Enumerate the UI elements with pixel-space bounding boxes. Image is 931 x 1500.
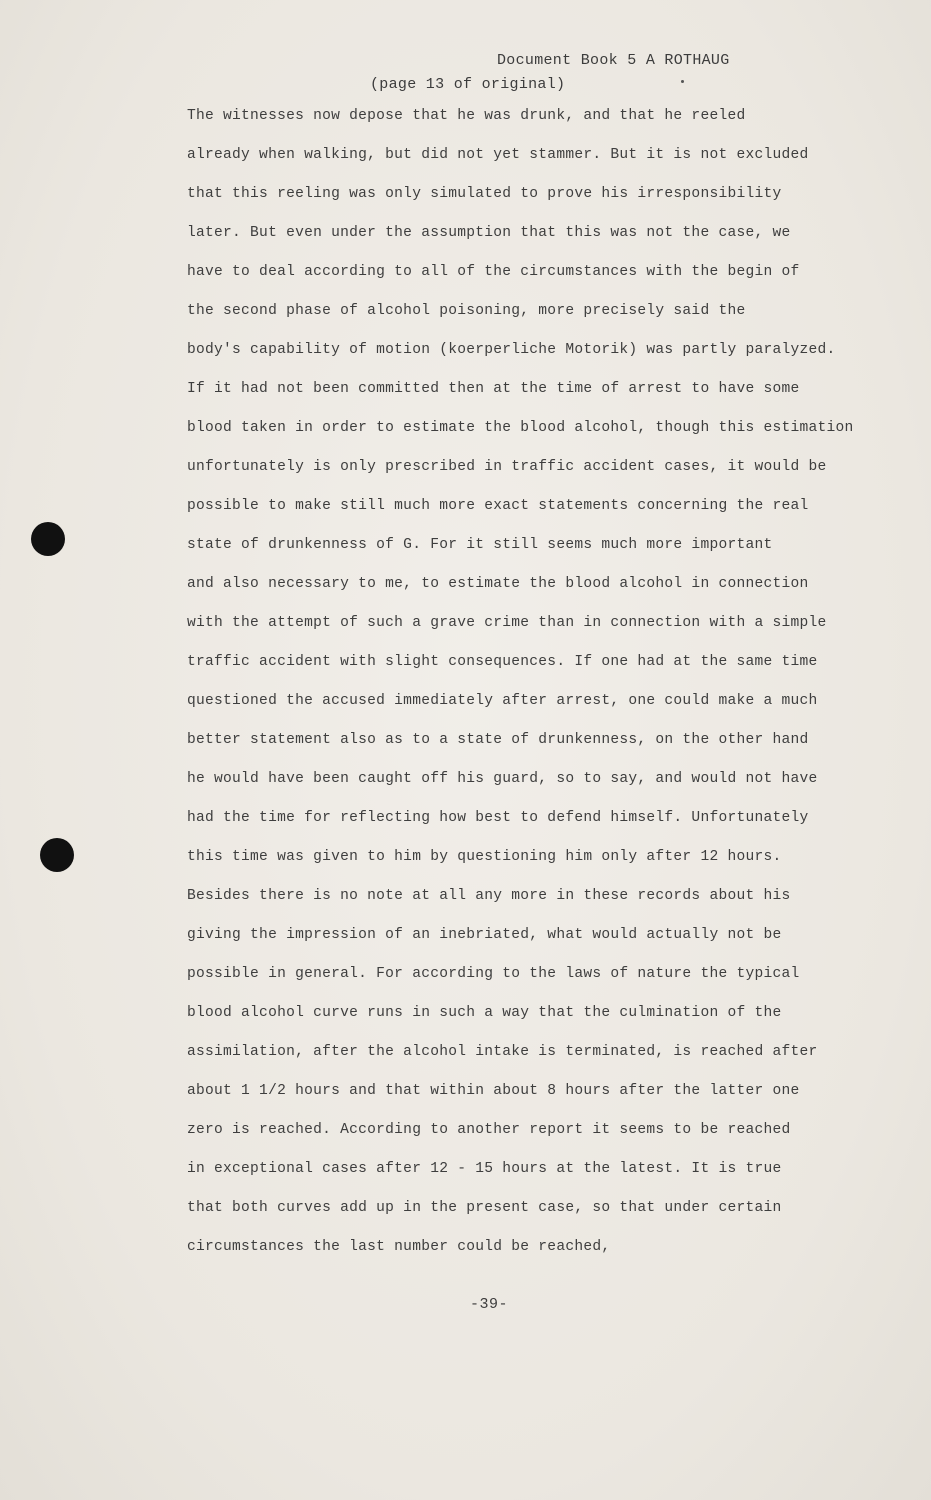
text-line: better statement also as to a state of drunkenness, on the other hand (187, 732, 809, 748)
text-line: state of drunkenness of G. For it still seems much more important (187, 537, 773, 553)
text-line: the second phase of alcohol poisoning, more precisely said the (187, 303, 746, 319)
text-line: assimilation, after the alcohol intake is terminated, is reached after (187, 1044, 818, 1060)
text-line: had the time for reflecting how best to defend himself. Unfortunately (187, 810, 809, 826)
text-line: this time was given to him by questioning him only after 12 hours. (187, 849, 782, 865)
text-line: Besides there is no note at all any more in these records about his (187, 888, 791, 904)
text-line: in exceptional cases after 12 - 15 hours at the latest. It is true (187, 1161, 782, 1177)
text-line: with the attempt of such a grave crime than in connection with a simple (187, 615, 827, 631)
text-line: that this reeling was only simulated to prove his irresponsibility (187, 186, 782, 202)
text-line: blood taken in order to estimate the blood alcohol, though this estimation (187, 420, 854, 436)
page-reference: (page 13 of original) (370, 76, 566, 93)
document-reference: Document Book 5 A ROTHAUG (497, 52, 730, 69)
text-line: If it had not been committed then at the time of arrest to have some (187, 381, 800, 397)
punch-hole (40, 838, 74, 872)
punch-hole (31, 522, 65, 556)
text-line: already when walking, but did not yet stammer. But it is not excluded (187, 147, 809, 163)
text-line: circumstances the last number could be reached, (187, 1239, 611, 1255)
text-line: he would have been caught off his guard, so to say, and would not have (187, 771, 818, 787)
text-line: zero is reached. According to another report it seems to be reached (187, 1122, 791, 1138)
text-line: The witnesses now depose that he was drunk, and that he reeled (187, 108, 746, 124)
text-line: have to deal according to all of the circumstances with the begin of (187, 264, 800, 280)
text-line: possible to make still much more exact statements concerning the real (187, 498, 809, 514)
ink-dot (681, 80, 684, 83)
text-line: later. But even under the assumption that this was not the case, we (187, 225, 791, 241)
page-number: -39- (470, 1296, 509, 1313)
text-line: and also necessary to me, to estimate the blood alcohol in connection (187, 576, 809, 592)
text-line: body's capability of motion (koerperliche Motorik) was partly paralyzed. (187, 342, 836, 358)
text-line: questioned the accused immediately after arrest, one could make a much (187, 693, 818, 709)
text-line: that both curves add up in the present case, so that under certain (187, 1200, 782, 1216)
text-line: blood alcohol curve runs in such a way that the culmination of the (187, 1005, 782, 1021)
text-line: about 1 1/2 hours and that within about 8 hours after the latter one (187, 1083, 800, 1099)
text-line: possible in general. For according to the laws of nature the typical (187, 966, 800, 982)
text-line: giving the impression of an inebriated, what would actually not be (187, 927, 782, 943)
text-line: unfortunately is only prescribed in traffic accident cases, it would be (187, 459, 827, 475)
text-line: traffic accident with slight consequences. If one had at the same time (187, 654, 818, 670)
